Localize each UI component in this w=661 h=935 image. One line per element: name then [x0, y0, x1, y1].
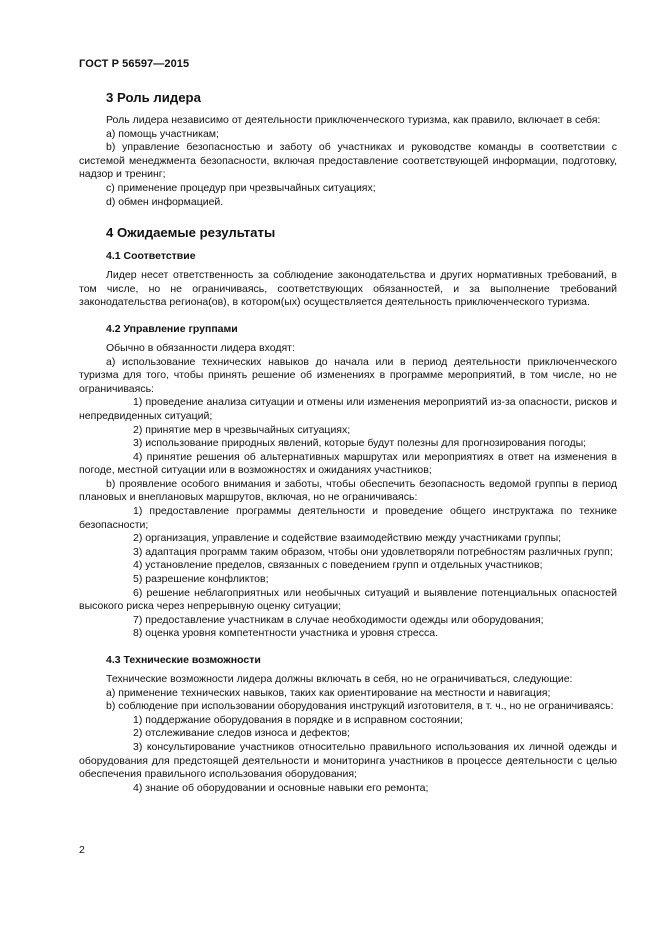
subsection-4-1-text: Лидер несет ответственность за соблюдение законодательства и других нормативных требований, в том числе, но не ограничиваясь, соответствующих обязанностей, и за выполнение требований законодательства региона(ов), в котором(ых) осуществляется деятельность приключенческого туризма.	[79, 269, 617, 309]
subsection-4-3-list	[79, 673, 617, 795]
list-subitem: 5) разрешение конфликтов;	[133, 573, 269, 586]
list-subitem: 1) предоставление программы деятельности и проведение общего инструктажа по технике безопасности;	[79, 505, 617, 531]
page-number: 2	[79, 844, 85, 856]
subsection-4-3-title: 4.3 Технические возможности	[106, 654, 261, 666]
list-item: a) применение технических навыков, таких как ориентирование на местности и навигация;	[106, 686, 551, 699]
list-item: Обычно в обязанности лидера входят:	[106, 341, 295, 354]
section-3-paragraph: d) обмен информацией.	[106, 195, 224, 208]
section-4-title: 4 Ожидаемые результаты	[106, 225, 276, 241]
section-3-title: 3 Роль лидера	[106, 90, 201, 105]
list-subitem: 2) отслеживание следов износа и дефектов;	[133, 727, 350, 740]
list-subitem: 3) адаптация программ таким образом, чтобы они удовлетворяли потребностям различных групп;	[133, 545, 613, 558]
page-content	[79, 90, 617, 795]
list-subitem: 7) предоставление участникам в случае необходимости одежды или оборудования;	[133, 613, 544, 626]
list-subitem: 3) использование природных явлений, которые будут полезны для прогнозирования погоды;	[133, 437, 587, 450]
list-subitem: 8) оценка уровня компетентности участника и уровня стресса.	[133, 627, 438, 640]
section-3-paragraph: c) применение процедур при чрезвычайных ситуациях;	[106, 181, 376, 194]
list-item: a) использование технических навыков до начала или в период деятельности приключенческого туризма для того, чтобы принять решение об изменениях в программе мероприятий, в том числе, но не ограничиваясь:	[79, 355, 617, 395]
list-subitem: 4) принятие решения об альтернативных маршрутах или мероприятиях в ответ на изменения в погоде, местной ситуации или в возможностях и ожиданиях участников;	[79, 450, 617, 477]
list-subitem: 1) поддержание оборудования в порядке и в исправном состоянии;	[133, 713, 463, 726]
list-item: b) проявление особого внимания и заботы, чтобы обеспечить безопасность ведомой группы в период плановых и внеплановых маршрутов, включая, но не ограничиваясь:	[79, 477, 617, 504]
section-3-paragraph: Роль лидера независимо от деятельности приключенческого туризма, как правило, включает в себя:	[106, 114, 601, 126]
list-subitem: 6) решение неблагоприятных или необычных ситуаций и выявление потенциальных опасностей высокого риска через непрерывную оценку ситуации;	[79, 586, 617, 613]
list-subitem: 3) консультирование участников относительно правильного использования их личной одежды и оборудования для предстоящей деятельности и мониторинга участников в процессе деятельности с целью обеспечения правильного использования оборудования;	[79, 740, 617, 781]
list-subitem: 1) проведение анализа ситуации и отмены или изменения мероприятий из-за опасности, рисков и непредвиденных ситуаций;	[79, 396, 617, 422]
list-subitem: 2) организация, управление и содействие взаимодействию между участниками группы;	[133, 532, 562, 545]
document-code: ГОСТ Р 56597—2015	[79, 58, 190, 70]
list-item: Технические возможности лидера должны включать в себя, но не ограничиваться, следующие:	[106, 673, 573, 685]
section-3-paragraph: a) помощь участникам;	[106, 127, 219, 140]
list-subitem: 2) принятие мер в чрезвычайных ситуациях;	[133, 423, 351, 436]
subsection-4-2-list	[79, 342, 617, 641]
subsection-4-1-title: 4.1 Соответствие	[106, 250, 196, 263]
list-item: b) соблюдение при использовании оборудования инструкций изготовителя, в т. ч., но не ограничиваясь:	[106, 700, 614, 713]
subsection-4-2-title: 4.2 Управление группами	[106, 322, 238, 335]
list-subitem: 4) установление пределов, связанных с поведением групп и отдельных участников;	[133, 559, 543, 572]
list-subitem: 4) знание об оборудовании и основные навыки его ремонта;	[133, 781, 429, 794]
section-3-paragraph: b) управление безопасностью и заботу об участниках и руководстве команды в соответствии с системой менеджмента безопасности, включая предоставление соответствующей информации, подготовку, надзор и тренинг;	[79, 141, 617, 181]
